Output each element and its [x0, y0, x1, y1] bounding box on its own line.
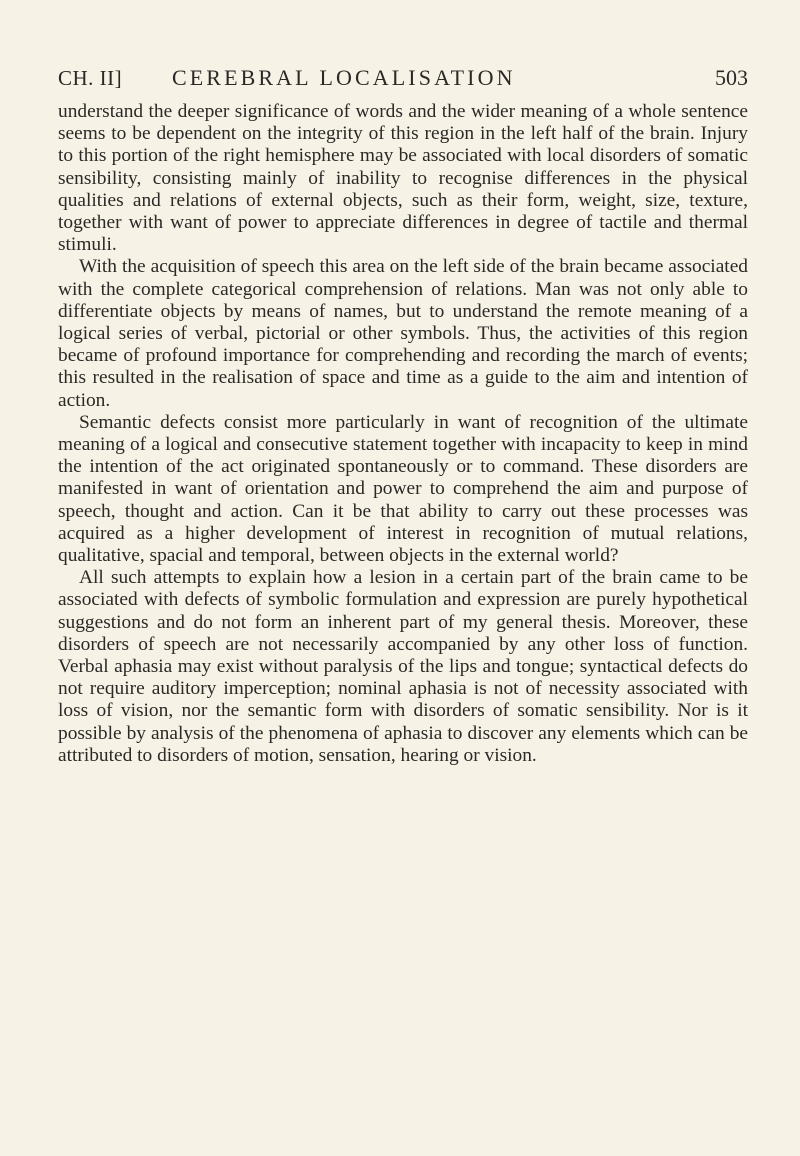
- page-number: 503: [715, 65, 748, 90]
- paragraph-hypothetical-suggestions: All such attempts to explain how a lesion in a certain part of the brain came to be associated with defects of symbolic formulation and expression are purely hypothetical suggestions and do not form an inherent part of my general thesis. Moreover, these disorders of speech are not necessarily accompanied by any other loss of function. Verbal aphasia may exist without paralysis of the lips and tongue; syntactical defects do not require auditory imperception; nominal aphasia is not of necessity associated with loss of vision, nor the semantic form with disorders of somatic sensibility. Nor is it possible by analysis of the phenomena of aphasia to discover any elements which can be attributed to disorders of motion, sensation, hearing or vision.: [58, 567, 748, 766]
- chapter-reference: CH. II]: [58, 66, 123, 90]
- running-head: [58, 63, 748, 93]
- paragraph-semantic-defects: Semantic defects consist more particularly in want of recognition of the ultimate meaning of a logical and consecutive statement together with incapacity to keep in mind the intention of the act originated spontaneously or to command. These disorders are manifested in want of orientation and power to comprehend the aim and purpose of speech, thought and action. Can it be that ability to carry out these processes was acquired as a higher development of interest in recognition of mutual relations, qualitative, spacial and temporal, between objects in the external world?: [58, 411, 748, 567]
- running-title: CEREBRAL LOCALISATION: [172, 65, 516, 90]
- body-text: [58, 101, 748, 767]
- paragraph-speech-acquisition: With the acquisition of speech this area on the left side of the brain became associated with the complete categorical comprehension of relations. Man was not only able to differentiate objects by means of names, but to understand the remote meaning of a logical series of verbal, pictorial or other symbols. Thus, the activities of this region became of profound importance for comprehending and recording the march of events; this resulted in the realisation of space and time as a guide to the aim and intention of action.: [58, 256, 748, 411]
- paragraph-continuation: understand the deeper significance of words and the wider meaning of a whole sentence seems to be dependent on the integrity of this region in the left half of the brain. Injury to this portion of the right hemisphere may be associated with local disorders of somatic sensibility, consisting mainly of inability to recognise differences in the physical qualities and relations of external objects, such as their form, weight, size, texture, together with want of power to appreciate differences in degree of tactile and thermal stimuli.: [58, 101, 748, 256]
